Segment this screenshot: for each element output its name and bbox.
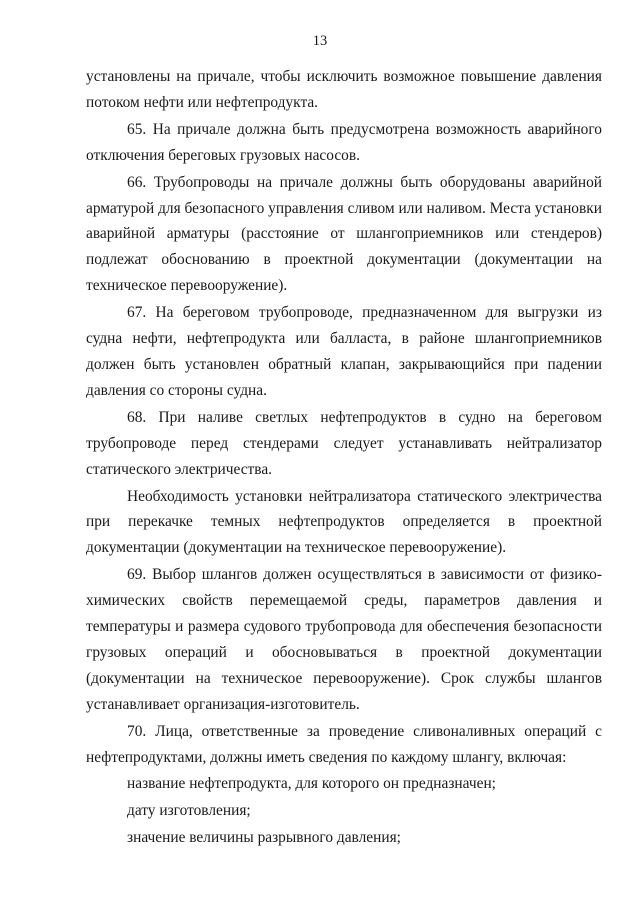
paragraph-continuation: установлены на причале, чтобы исключить возможное повышение давления потоком нефти или нефтепродукта. xyxy=(86,68,602,111)
paragraph-67: 67. На береговом трубопроводе, предназначенном для выгрузки из судна нефти, нефтепродукта или балласта, в районе шлангоприемников должен быть установлен обратный клапан, закрывающийся при падении давления со стороны судна. xyxy=(86,304,602,399)
list-item-product-name: название нефтепродукта, для которого он предназначен; xyxy=(127,775,496,793)
paragraph-66: 66. Трубопроводы на причале должны быть оборудованы аварийной арматурой для безопасного управления сливом или наливом. Места установки аварийной арматуры (расстояние от шлангоприемников или стендеров) подлежат обоснованию в проектной документации (документации на техническое перевооружение). xyxy=(86,173,602,295)
list-item-burst-pressure: значение величины разрывного давления; xyxy=(127,829,401,847)
paragraph-68-note: Необходимость установки нейтрализатора статического электричества при перекачке темных нефтепродуктов определяется в проектной документации (документации на техническое перевооружение). xyxy=(86,487,602,557)
list-item-manufacture-date: дату изготовления; xyxy=(127,802,251,820)
page-number: 13 xyxy=(312,33,328,49)
document-body xyxy=(86,64,602,851)
paragraph-65: 65. На причале должна быть предусмотрена возможность аварийного отключения береговых грузовых насосов. xyxy=(86,120,602,164)
paragraph-69: 69. Выбор шлангов должен осуществляться в зависимости от физико-химических свойств перемещаемой среды, параметров давления и температуры и размера судового трубопровода для обеспечения безопасности грузовых операций и обосновываться в проектной документации (документации на техническое перевооружение). Срок службы шлангов устанавливает организация-изготовитель. xyxy=(86,566,602,713)
paragraph-70: 70. Лица, ответственные за проведение сливоналивных операций с нефтепродуктами, должны иметь сведения по каждому шлангу, включая: xyxy=(86,722,602,766)
paragraph-68: 68. При наливе светлых нефтепродуктов в судно на береговом трубопроводе перед стендерами следует устанавливать нейтрализатор статического электричества. xyxy=(86,408,602,478)
